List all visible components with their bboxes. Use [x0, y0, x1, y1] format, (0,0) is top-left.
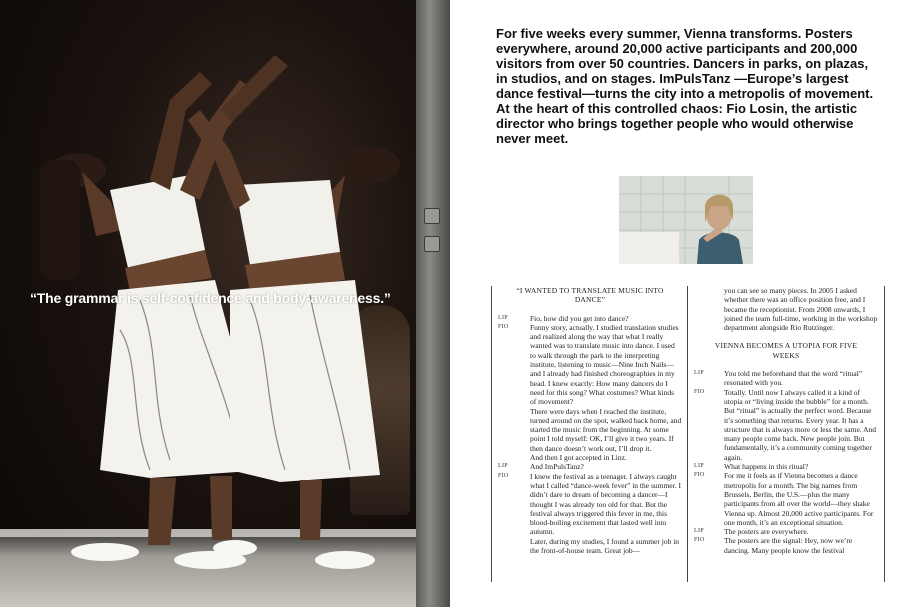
- interview-text: The posters are everywhere.: [724, 527, 809, 537]
- article-column-right: [687, 286, 885, 582]
- interview-text: The posters are the signal: Hey, now we’re dancing. Many people know the festival: [724, 536, 853, 555]
- interview-line: [688, 388, 884, 462]
- article-column-left: [491, 286, 688, 582]
- interview-text: What happens in this ritual?: [724, 462, 809, 472]
- intro-paragraph: For five weeks every summer, Vienna transforms. Posters everywhere, around 20,000 active participants and 200,000 visitors from over 50 countries. Dancers in parks, on plazas, in studios, and on stages. ImPulsTanz —Europe’s largest dance festival—turns the city into a metropolis of movement.: [496, 26, 874, 101]
- dancer-right-shoe: [315, 551, 375, 569]
- stage-frame: [416, 0, 450, 607]
- section-heading: VIENNA BECOMES A UTOPIA FOR FIVE WEEKS: [714, 341, 858, 360]
- interview-text: And ImPulsTanz?: [530, 462, 584, 472]
- speaker-label: LIP: [498, 463, 508, 470]
- interview-text: Totally. Until now I always called it a kind of utopia or “living inside the bubble” for a month. But “ritual” is actually the perfect word. Because it’s something that returns. Every year. It has a structure that is always more or less the same. And many people come back. New people join. But fundamentally, it’s a community coming together again.: [724, 387, 877, 462]
- interview-line: [492, 314, 688, 323]
- dancer-left-leg: [148, 478, 176, 545]
- speaker-label: FIO: [694, 388, 705, 395]
- dancer-left-shoe: [71, 543, 139, 561]
- interview-text: Later, during my studies, I found a summer job in the front-of-house team. Great job—: [530, 536, 680, 556]
- interview-text: I knew the festival as a teenager. I always caught what I called “dance-week fever” in the summer. I didn’t dare to dream of becoming a dancer—I thought I was already too old for that. But the festival always triggered this fever in me, this blood-boiling excitement that lasted well into autumn.: [530, 471, 681, 537]
- dancer-right-hair: [340, 147, 400, 183]
- speaker-label: LIP: [694, 528, 704, 535]
- dancer-right-skirt: [230, 280, 380, 482]
- frame-bolt-icon: [424, 208, 440, 224]
- interview-line: [492, 472, 688, 537]
- interview-text: you can see so many pieces. In 2005 I asked whether there was an office position free, and I became the receptionist. From 2008 onwards, I joined the team full-time, working in the workshop department alongside Rio Rutzinger.: [724, 286, 878, 333]
- portrait-photo: [619, 176, 753, 264]
- interview-line: [688, 536, 884, 555]
- speaker-label: FIO: [694, 472, 705, 479]
- section-heading: “I WANTED TO TRANSLATE MUSIC INTO DANCE”: [516, 286, 664, 305]
- speaker-label: FIO: [498, 472, 509, 479]
- interview-line: [688, 527, 884, 536]
- interview-text: Fio, how did you get into dance?: [530, 313, 629, 323]
- speaker-label: FIO: [694, 537, 705, 544]
- interview-text: For me it feels as if Vienna becomes a dance metropolis for a month. The big names from Brussels, Berlin, the U.S.—plus the many participants from all over the world—they shake Vienna up. Almost 20,000 active participants. For one month, it’s an exceptional situation.: [724, 471, 874, 527]
- interview-line: [688, 471, 884, 527]
- interview-line: [688, 462, 884, 471]
- interview-line: [688, 369, 884, 388]
- dancer-left-long-hair: [40, 160, 80, 280]
- intro-text: [496, 26, 876, 146]
- speaker-label: LIP: [498, 314, 508, 321]
- speaker-label: LIP: [694, 370, 704, 377]
- interview-line: [492, 323, 688, 407]
- pull-quote: “The grammar is self-confidence and body-awareness.”: [30, 290, 391, 306]
- interview-line: [492, 462, 688, 471]
- speaker-label: LIP: [694, 463, 704, 470]
- dancer-right-top: [235, 180, 340, 265]
- speaker-label: FIO: [498, 323, 509, 330]
- intro-paragraph: At the heart of this controlled chaos: Fio Losin, the artistic director who brings together people who would otherwise never meet.: [496, 101, 858, 146]
- interview-text: There were days when I reached the institute, turned around on the spot, walked back home, and started the music from the beginning. At some point I told myself: OK, I’ll give it two years. If then dance doesn’t work out, I’ll drop it.: [530, 406, 682, 453]
- frame-bolt-icon: [424, 236, 440, 252]
- interview-text: And then I got accepted in Linz.: [530, 453, 627, 463]
- interview-text: Funny story, actually. I studied translation studies and realized along the way that what I really wanted was to translate music into dance. I used to walk through the park to the interpreting institute, listening to music—Nine Inch Nails—and I already had finished choreographies in my head. I knew exactly: How many dancers do I need for this song? What costumes? What kinds of movement?: [530, 322, 679, 407]
- interview-text: You told me beforehand that the word “ritual” resonated with you.: [724, 369, 863, 388]
